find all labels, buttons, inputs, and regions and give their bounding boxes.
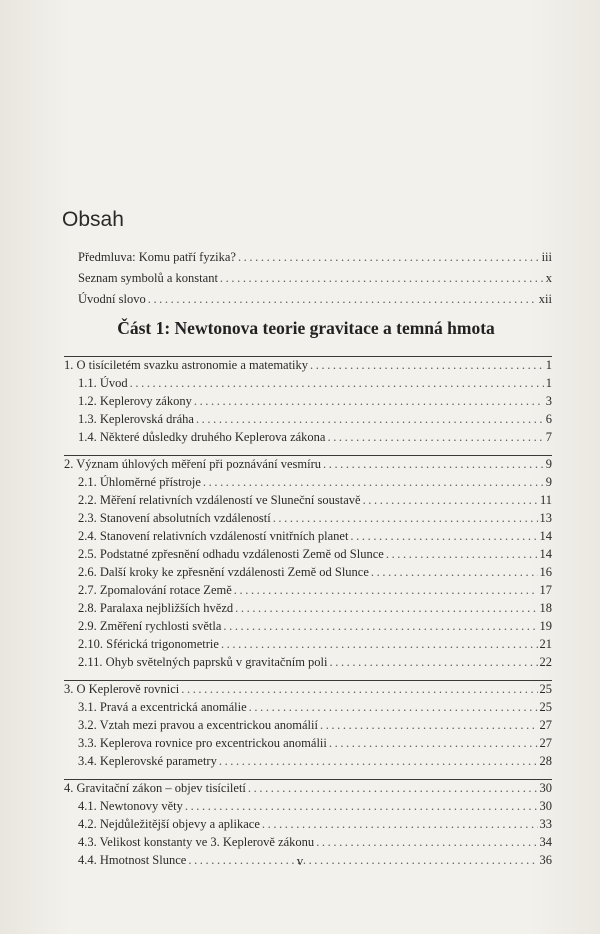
leader-dots [181, 682, 537, 697]
section-entry[interactable] [78, 493, 552, 511]
leader-dots [363, 493, 538, 508]
leader-dots [386, 547, 538, 562]
section-entry[interactable] [78, 799, 552, 817]
leader-dots [249, 700, 538, 715]
section-entry[interactable] [78, 835, 552, 853]
section-entry[interactable] [78, 547, 552, 565]
section-list [78, 475, 552, 673]
section-page: 22 [539, 655, 552, 669]
section-entry[interactable] [78, 718, 552, 736]
section-title: 2.9. Změření rychlosti světla [78, 619, 222, 633]
section-title: 2.10. Sférická trigonometrie [78, 637, 219, 651]
section-title: 3.3. Keplerova rovnice pro excentrickou anomálii [78, 736, 327, 750]
entry-title: Seznam symbolů a konstant [78, 271, 218, 285]
section-title: 2.1. Úhloměrné přístroje [78, 475, 201, 489]
section-page: 14 [539, 547, 552, 561]
leader-dots [262, 817, 538, 832]
section-entry[interactable] [78, 637, 552, 655]
chapter-title: 1. O tisíciletém svazku astronomie a matematiky [64, 358, 309, 372]
leader-dots [320, 718, 538, 733]
section-list [78, 700, 552, 772]
section-page: 36 [539, 853, 552, 867]
leader-dots [327, 430, 543, 445]
section-page: 28 [539, 754, 552, 768]
part-title: Část 1: Newtonova teorie gravitace a temná hmota [117, 318, 495, 338]
leader-dots [238, 250, 540, 265]
section-entry[interactable] [78, 754, 552, 772]
leader-dots [330, 655, 538, 670]
chapter-block [64, 680, 552, 772]
chapter-title: 2. Význam úhlových měření při poznávání vesmíru [64, 457, 321, 471]
leader-dots [194, 394, 544, 409]
section-page: 18 [539, 601, 552, 615]
leader-dots [221, 637, 538, 652]
section-entry[interactable] [78, 817, 552, 835]
section-list [78, 376, 552, 448]
section-title: 2.4. Stanovení relativních vzdáleností vnitřních planet [78, 529, 349, 543]
section-entry[interactable] [78, 565, 552, 583]
section-entry[interactable] [78, 412, 552, 430]
chapter-page: 9 [545, 457, 552, 471]
toc-title: Obsah [62, 208, 124, 231]
section-page: 3 [545, 394, 552, 408]
section-title: 2.2. Měření relativních vzdáleností ve Sluneční soustavě [78, 493, 361, 507]
entry-title: Předmluva: Komu patří fyzika? [78, 250, 236, 264]
section-entry[interactable] [78, 430, 552, 448]
section-title: 2.5. Podstatné zpřesnění odhadu vzdálenosti Země od Slunce [78, 547, 384, 561]
section-title: 1.4. Některé důsledky druhého Keplerova zákona [78, 430, 326, 444]
section-entry[interactable] [78, 475, 552, 493]
section-page: 6 [545, 412, 552, 426]
section-entry[interactable] [78, 394, 552, 412]
leader-dots [130, 376, 544, 391]
section-page: 14 [539, 529, 552, 543]
section-page: 13 [539, 511, 552, 525]
chapter-title: 4. Gravitační zákon – objev tisíciletí [64, 781, 246, 795]
section-page: 27 [539, 718, 552, 732]
section-entry[interactable] [78, 619, 552, 637]
section-title: 3.1. Pravá a excentrická anomálie [78, 700, 247, 714]
show-through-reverse-side [60, 130, 530, 224]
section-page: 30 [539, 799, 552, 813]
section-title: 1.1. Úvod [78, 376, 128, 390]
section-page: 34 [539, 835, 552, 849]
section-title: 2.11. Ohyb světelných paprsků v gravitačním poli [78, 655, 328, 669]
section-title: 4.2. Nejdůležitější objevy a aplikace [78, 817, 260, 831]
chapter-page: 25 [539, 682, 552, 696]
leader-dots [329, 736, 538, 751]
page-number: v [296, 853, 304, 868]
section-page: 17 [539, 583, 552, 597]
section-entry[interactable] [78, 376, 552, 394]
leader-dots [323, 457, 544, 472]
leader-dots [203, 475, 544, 490]
chapter-page: 30 [539, 781, 552, 795]
leader-dots [235, 601, 537, 616]
section-page: 27 [539, 736, 552, 750]
section-title: 2.7. Zpomalování rotace Země [78, 583, 232, 597]
leader-dots [234, 583, 538, 598]
front-matter-item[interactable] [78, 250, 552, 271]
leader-dots [248, 781, 538, 796]
section-entry[interactable] [78, 736, 552, 754]
section-page: 21 [539, 637, 552, 651]
entry-page: xii [538, 292, 552, 306]
section-entry[interactable] [78, 601, 552, 619]
leader-dots [310, 358, 544, 373]
section-page: 33 [539, 817, 552, 831]
section-entry[interactable] [78, 583, 552, 601]
chapter-page: 1 [545, 358, 552, 372]
section-page: 7 [545, 430, 552, 444]
section-title: 4.3. Velikost konstanty ve 3. Keplerově zákonu [78, 835, 315, 849]
front-matter-item[interactable] [78, 292, 552, 313]
section-page: 1 [545, 376, 552, 390]
section-title: 1.3. Keplerovská dráha [78, 412, 194, 426]
chapter-entry[interactable] [64, 357, 552, 376]
chapter-list [64, 356, 552, 878]
section-title: 1.2. Keplerovy zákony [78, 394, 192, 408]
section-title: 3.2. Vztah mezi pravou a excentrickou anomálií [78, 718, 318, 732]
leader-dots [220, 271, 544, 286]
section-title: 4.1. Newtonovy věty [78, 799, 183, 813]
section-page: 19 [539, 619, 552, 633]
section-entry[interactable] [78, 655, 552, 673]
chapter-block [64, 356, 552, 448]
leader-dots [185, 799, 538, 814]
section-page: 11 [539, 493, 552, 507]
leader-dots [316, 835, 537, 850]
leader-dots [350, 529, 537, 544]
section-title: 2.8. Paralaxa nejbližších hvězd [78, 601, 234, 615]
section-entry[interactable] [78, 700, 552, 718]
entry-title: Úvodní slovo [78, 292, 146, 306]
section-title: 2.3. Stanovení absolutních vzdáleností [78, 511, 271, 525]
section-title: 2.6. Další kroky ke zpřesnění vzdálenosti Země od Slunce [78, 565, 369, 579]
front-matter-list [78, 250, 552, 313]
leader-dots [219, 754, 538, 769]
entry-page: x [545, 271, 552, 285]
entry-page: iii [541, 250, 552, 264]
leader-dots [273, 511, 538, 526]
section-page: 16 [539, 565, 552, 579]
chapter-entry[interactable] [64, 681, 552, 700]
chapter-entry[interactable] [64, 780, 552, 799]
section-title: 4.4. Hmotnost Slunce [78, 853, 187, 867]
section-page: 9 [545, 475, 552, 489]
leader-dots [196, 412, 544, 427]
leader-dots [148, 292, 537, 307]
chapter-block [64, 455, 552, 673]
section-entry[interactable] [78, 529, 552, 547]
leader-dots [371, 565, 538, 580]
section-page: 25 [539, 700, 552, 714]
section-title: 3.4. Keplerovské parametry [78, 754, 217, 768]
section-entry[interactable] [78, 511, 552, 529]
chapter-entry[interactable] [64, 456, 552, 475]
front-matter-item[interactable] [78, 271, 552, 292]
chapter-title: 3. O Keplerově rovnici [64, 682, 180, 696]
leader-dots [223, 619, 537, 634]
